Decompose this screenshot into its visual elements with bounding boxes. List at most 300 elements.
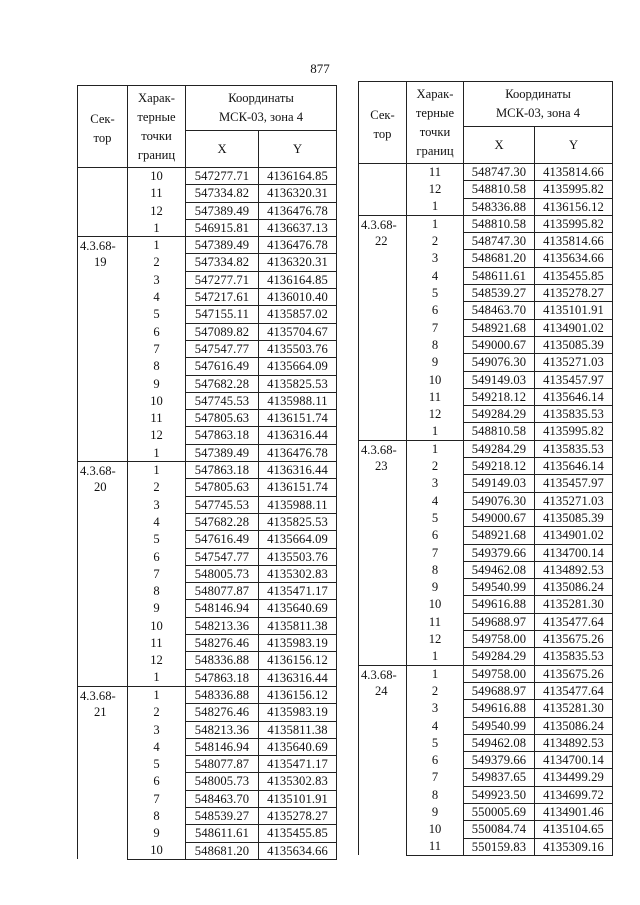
point-number-cell: 10	[407, 596, 464, 613]
sector-cell	[359, 215, 407, 440]
y-coordinate-cell: 4135704.67	[259, 323, 337, 340]
x-coordinate-cell: 547277.71	[186, 168, 259, 185]
y-coordinate-cell: 4136476.78	[259, 202, 337, 219]
header-char-line: Харак-	[138, 90, 175, 105]
header-sector	[78, 86, 128, 168]
sector-label	[361, 442, 406, 475]
y-coordinate-cell: 4135988.11	[259, 496, 337, 513]
x-coordinate-cell: 548146.94	[186, 738, 259, 755]
point-number-cell: 6	[407, 752, 464, 769]
y-coordinate-cell: 4135281.30	[535, 700, 613, 717]
x-coordinate-cell: 547389.49	[186, 444, 259, 461]
table-row	[78, 168, 337, 185]
point-number-cell: 1	[407, 198, 464, 215]
y-coordinate-cell: 4135675.26	[535, 665, 613, 682]
header-characteristic-points	[128, 86, 186, 168]
point-number-cell: 1	[407, 423, 464, 440]
x-coordinate-cell: 549000.67	[464, 336, 535, 353]
x-coordinate-cell: 549616.88	[464, 700, 535, 717]
x-coordinate-cell: 547616.49	[186, 358, 259, 375]
point-number-cell: 1	[128, 444, 186, 461]
x-coordinate-cell: 549837.65	[464, 769, 535, 786]
y-coordinate-cell: 4135634.66	[535, 250, 613, 267]
sector-label-line: 4.3.68-	[361, 217, 397, 232]
x-coordinate-cell: 549218.12	[464, 458, 535, 475]
y-coordinate-cell: 4136476.78	[259, 444, 337, 461]
sector-label-line: 4.3.68-	[80, 688, 116, 703]
x-coordinate-cell: 549379.66	[464, 544, 535, 561]
point-number-cell: 9	[128, 600, 186, 617]
x-coordinate-cell: 549616.88	[464, 596, 535, 613]
y-coordinate-cell: 4135086.24	[535, 579, 613, 596]
y-coordinate-cell: 4135835.53	[535, 406, 613, 423]
header-x: X	[186, 131, 259, 168]
header-coordinates	[464, 82, 613, 127]
y-coordinate-cell: 4135309.16	[535, 838, 613, 855]
x-coordinate-cell: 548213.36	[186, 617, 259, 634]
point-number-cell: 12	[128, 652, 186, 669]
point-number-cell: 7	[407, 769, 464, 786]
y-coordinate-cell: 4135664.09	[259, 531, 337, 548]
header-char-line: терные	[415, 105, 455, 120]
table-row	[78, 462, 337, 479]
x-coordinate-cell: 548463.70	[464, 302, 535, 319]
point-number-cell: 1	[128, 686, 186, 703]
y-coordinate-cell: 4135503.76	[259, 548, 337, 565]
y-coordinate-cell: 4135302.83	[259, 773, 337, 790]
x-coordinate-cell: 548005.73	[186, 565, 259, 582]
point-number-cell: 11	[407, 613, 464, 630]
point-number-cell: 2	[407, 458, 464, 475]
y-coordinate-cell: 4135646.14	[535, 458, 613, 475]
y-coordinate-cell: 4134700.14	[535, 544, 613, 561]
x-coordinate-cell: 550159.83	[464, 838, 535, 855]
x-coordinate-cell: 547805.63	[186, 410, 259, 427]
y-coordinate-cell: 4135811.38	[259, 721, 337, 738]
y-coordinate-cell: 4135104.65	[535, 821, 613, 838]
point-number-cell: 5	[407, 734, 464, 751]
sector-label-line: 24	[375, 683, 388, 698]
header-coord-line: МСК-03, зона 4	[495, 106, 581, 120]
y-coordinate-cell: 4135835.53	[535, 648, 613, 665]
table-row	[359, 440, 613, 457]
x-coordinate-cell: 549923.50	[464, 786, 535, 803]
page-number: 877	[310, 61, 330, 76]
x-coordinate-cell: 549284.29	[464, 648, 535, 665]
x-coordinate-cell: 549076.30	[464, 492, 535, 509]
x-coordinate-cell: 549758.00	[464, 665, 535, 682]
sector-cell	[78, 686, 128, 859]
y-coordinate-cell: 4136164.85	[259, 271, 337, 288]
sector-cell	[359, 440, 407, 665]
y-coordinate-cell: 4136156.12	[259, 686, 337, 703]
point-number-cell: 6	[128, 323, 186, 340]
x-coordinate-cell: 548810.58	[464, 423, 535, 440]
y-coordinate-cell: 4135278.27	[535, 285, 613, 302]
point-number-cell: 8	[407, 786, 464, 803]
y-coordinate-cell: 4135835.53	[535, 440, 613, 457]
y-coordinate-cell: 4135101.91	[535, 302, 613, 319]
header-sector-line: тор	[373, 127, 392, 141]
y-coordinate-cell: 4135302.83	[259, 565, 337, 582]
x-coordinate-cell: 547217.61	[186, 289, 259, 306]
point-number-cell: 10	[128, 168, 186, 185]
x-coordinate-cell: 547616.49	[186, 531, 259, 548]
y-coordinate-cell: 4134901.02	[535, 527, 613, 544]
x-coordinate-cell: 548077.87	[186, 756, 259, 773]
y-coordinate-cell: 4135825.53	[259, 513, 337, 530]
y-coordinate-cell: 4135814.66	[535, 164, 613, 181]
point-number-cell: 5	[128, 756, 186, 773]
y-coordinate-cell: 4136637.13	[259, 219, 337, 236]
point-number-cell: 4	[407, 492, 464, 509]
point-number-cell: 8	[128, 583, 186, 600]
point-number-cell: 9	[128, 825, 186, 842]
sector-label-line: 4.3.68-	[361, 667, 397, 682]
y-coordinate-cell: 4135995.82	[535, 423, 613, 440]
x-coordinate-cell: 548077.87	[186, 583, 259, 600]
y-coordinate-cell: 4135471.17	[259, 583, 337, 600]
y-coordinate-cell: 4135988.11	[259, 392, 337, 409]
x-coordinate-cell: 549540.99	[464, 579, 535, 596]
y-coordinate-cell: 4134892.53	[535, 561, 613, 578]
header-char-line: точки	[419, 124, 451, 139]
point-number-cell: 5	[128, 306, 186, 323]
point-number-cell: 8	[128, 807, 186, 824]
table-row	[359, 215, 613, 232]
y-coordinate-cell: 4136316.44	[259, 669, 337, 686]
sector-label	[80, 238, 127, 271]
header-y: Y	[259, 131, 337, 168]
point-number-cell: 3	[128, 496, 186, 513]
x-coordinate-cell: 548747.30	[464, 164, 535, 181]
point-number-cell: 1	[407, 665, 464, 682]
x-coordinate-cell: 549149.03	[464, 475, 535, 492]
x-coordinate-cell: 548336.88	[186, 686, 259, 703]
header-characteristic-points	[407, 82, 464, 164]
point-number-cell: 5	[407, 285, 464, 302]
x-coordinate-cell: 549284.29	[464, 440, 535, 457]
point-number-cell: 10	[128, 617, 186, 634]
x-coordinate-cell: 549284.29	[464, 406, 535, 423]
point-number-cell: 10	[407, 821, 464, 838]
y-coordinate-cell: 4135457.97	[535, 371, 613, 388]
y-coordinate-cell: 4134699.72	[535, 786, 613, 803]
x-coordinate-cell: 548336.88	[186, 652, 259, 669]
header-coord-line: Координаты	[505, 87, 571, 101]
x-coordinate-cell: 547277.71	[186, 271, 259, 288]
point-number-cell: 7	[407, 544, 464, 561]
y-coordinate-cell: 4134901.46	[535, 803, 613, 820]
y-coordinate-cell: 4136010.40	[259, 289, 337, 306]
point-number-cell: 7	[407, 319, 464, 336]
point-number-cell: 3	[128, 271, 186, 288]
x-coordinate-cell: 549076.30	[464, 354, 535, 371]
table-row	[359, 665, 613, 682]
sector-cell	[78, 237, 128, 462]
point-number-cell: 11	[128, 635, 186, 652]
point-number-cell: 2	[128, 254, 186, 271]
point-number-cell: 6	[407, 302, 464, 319]
y-coordinate-cell: 4135278.27	[259, 807, 337, 824]
point-number-cell: 8	[407, 561, 464, 578]
y-coordinate-cell: 4136151.74	[259, 479, 337, 496]
point-number-cell: 11	[407, 164, 464, 181]
y-coordinate-cell: 4136476.78	[259, 237, 337, 254]
y-coordinate-cell: 4135455.85	[535, 267, 613, 284]
y-coordinate-cell: 4135983.19	[259, 635, 337, 652]
y-coordinate-cell: 4135086.24	[535, 717, 613, 734]
point-number-cell: 6	[128, 773, 186, 790]
sector-label-line: 22	[375, 234, 388, 249]
point-number-cell: 2	[407, 233, 464, 250]
table-row	[359, 164, 613, 181]
x-coordinate-cell: 547389.49	[186, 237, 259, 254]
point-number-cell: 12	[407, 181, 464, 198]
y-coordinate-cell: 4135814.66	[535, 233, 613, 250]
sector-label-line: 20	[94, 480, 107, 495]
x-coordinate-cell: 549000.67	[464, 509, 535, 526]
x-coordinate-cell: 548463.70	[186, 790, 259, 807]
sector-label	[361, 217, 406, 250]
point-number-cell: 9	[407, 579, 464, 596]
sector-label-line: 19	[94, 255, 107, 270]
y-coordinate-cell: 4136316.44	[259, 462, 337, 479]
header-sector	[359, 82, 407, 164]
x-coordinate-cell: 547682.28	[186, 375, 259, 392]
point-number-cell: 12	[407, 406, 464, 423]
x-coordinate-cell: 547547.77	[186, 340, 259, 357]
point-number-cell: 2	[128, 704, 186, 721]
y-coordinate-cell: 4135471.17	[259, 756, 337, 773]
sector-label-line: 23	[375, 459, 388, 474]
point-number-cell: 10	[128, 842, 186, 859]
y-coordinate-cell: 4135101.91	[259, 790, 337, 807]
point-number-cell: 5	[407, 509, 464, 526]
header-char-line: терные	[137, 109, 176, 124]
x-coordinate-cell: 547863.18	[186, 669, 259, 686]
x-coordinate-cell: 547863.18	[186, 462, 259, 479]
header-char-line: границ	[137, 147, 176, 162]
y-coordinate-cell: 4135634.66	[259, 842, 337, 859]
y-coordinate-cell: 4135085.39	[535, 336, 613, 353]
x-coordinate-cell: 548681.20	[186, 842, 259, 859]
y-coordinate-cell: 4136316.44	[259, 427, 337, 444]
y-coordinate-cell: 4135503.76	[259, 340, 337, 357]
header-sector-line: тор	[93, 131, 112, 145]
point-number-cell: 10	[128, 392, 186, 409]
table-row	[78, 237, 337, 254]
point-number-cell: 2	[407, 682, 464, 699]
x-coordinate-cell: 550005.69	[464, 803, 535, 820]
y-coordinate-cell: 4136156.12	[535, 198, 613, 215]
x-coordinate-cell: 546915.81	[186, 219, 259, 236]
header-coordinates	[186, 86, 337, 131]
x-coordinate-cell: 548921.68	[464, 319, 535, 336]
y-coordinate-cell: 4135646.14	[535, 388, 613, 405]
header-x: X	[464, 127, 535, 164]
y-coordinate-cell: 4135825.53	[259, 375, 337, 392]
sector-label-line: 21	[94, 705, 107, 720]
x-coordinate-cell: 549688.97	[464, 613, 535, 630]
x-coordinate-cell: 548146.94	[186, 600, 259, 617]
x-coordinate-cell: 549688.97	[464, 682, 535, 699]
x-coordinate-cell: 547389.49	[186, 202, 259, 219]
y-coordinate-cell: 4134499.29	[535, 769, 613, 786]
header-y: Y	[535, 127, 613, 164]
point-number-cell: 4	[407, 267, 464, 284]
x-coordinate-cell: 547334.82	[186, 185, 259, 202]
x-coordinate-cell: 549540.99	[464, 717, 535, 734]
sector-label	[80, 688, 127, 721]
y-coordinate-cell: 4134901.02	[535, 319, 613, 336]
header-coord-line: Координаты	[228, 91, 294, 105]
x-coordinate-cell: 548213.36	[186, 721, 259, 738]
y-coordinate-cell: 4136320.31	[259, 254, 337, 271]
y-coordinate-cell: 4135995.82	[535, 181, 613, 198]
y-coordinate-cell: 4135995.82	[535, 215, 613, 232]
sector-label	[361, 667, 406, 700]
y-coordinate-cell: 4135085.39	[535, 509, 613, 526]
point-number-cell: 12	[128, 202, 186, 219]
point-number-cell: 6	[128, 548, 186, 565]
table-row	[78, 686, 337, 703]
x-coordinate-cell: 548681.20	[464, 250, 535, 267]
x-coordinate-cell: 548005.73	[186, 773, 259, 790]
x-coordinate-cell: 547547.77	[186, 548, 259, 565]
sector-cell	[78, 462, 128, 687]
point-number-cell: 10	[407, 371, 464, 388]
point-number-cell: 7	[128, 340, 186, 357]
x-coordinate-cell: 549462.08	[464, 734, 535, 751]
y-coordinate-cell: 4135271.03	[535, 354, 613, 371]
y-coordinate-cell: 4134700.14	[535, 752, 613, 769]
point-number-cell: 12	[407, 631, 464, 648]
point-number-cell: 11	[128, 185, 186, 202]
point-number-cell: 7	[128, 565, 186, 582]
x-coordinate-cell: 548336.88	[464, 198, 535, 215]
y-coordinate-cell: 4135811.38	[259, 617, 337, 634]
y-coordinate-cell: 4135457.97	[535, 475, 613, 492]
sector-cell	[359, 164, 407, 216]
y-coordinate-cell: 4135983.19	[259, 704, 337, 721]
header-sector-line: Сек-	[370, 108, 395, 122]
header-sector-line: Сек-	[90, 112, 115, 126]
y-coordinate-cell: 4134892.53	[535, 734, 613, 751]
point-number-cell: 11	[128, 410, 186, 427]
x-coordinate-cell: 549379.66	[464, 752, 535, 769]
y-coordinate-cell: 4135640.69	[259, 600, 337, 617]
point-number-cell: 3	[407, 700, 464, 717]
x-coordinate-cell: 547089.82	[186, 323, 259, 340]
x-coordinate-cell: 547745.53	[186, 392, 259, 409]
x-coordinate-cell: 548611.61	[186, 825, 259, 842]
y-coordinate-cell: 4135281.30	[535, 596, 613, 613]
y-coordinate-cell: 4136320.31	[259, 185, 337, 202]
sector-cell	[78, 168, 128, 237]
sector-label-line: 4.3.68-	[80, 464, 116, 479]
point-number-cell: 4	[128, 738, 186, 755]
point-number-cell: 1	[128, 462, 186, 479]
x-coordinate-cell: 548810.58	[464, 181, 535, 198]
x-coordinate-cell: 549218.12	[464, 388, 535, 405]
point-number-cell: 5	[128, 531, 186, 548]
x-coordinate-cell: 547805.63	[186, 479, 259, 496]
point-number-cell: 1	[128, 669, 186, 686]
x-coordinate-cell: 548276.46	[186, 635, 259, 652]
x-coordinate-cell: 548921.68	[464, 527, 535, 544]
x-coordinate-cell: 548276.46	[186, 704, 259, 721]
point-number-cell: 6	[407, 527, 464, 544]
point-number-cell: 9	[407, 354, 464, 371]
x-coordinate-cell: 549149.03	[464, 371, 535, 388]
point-number-cell: 3	[407, 475, 464, 492]
y-coordinate-cell: 4135675.26	[535, 631, 613, 648]
point-number-cell: 1	[407, 440, 464, 457]
y-coordinate-cell: 4135455.85	[259, 825, 337, 842]
point-number-cell: 9	[128, 375, 186, 392]
sector-label-line: 4.3.68-	[361, 442, 397, 457]
point-number-cell: 3	[128, 721, 186, 738]
x-coordinate-cell: 547745.53	[186, 496, 259, 513]
x-coordinate-cell: 548539.27	[186, 807, 259, 824]
y-coordinate-cell: 4135640.69	[259, 738, 337, 755]
point-number-cell: 4	[128, 289, 186, 306]
header-char-line: границ	[416, 143, 454, 158]
y-coordinate-cell: 4136151.74	[259, 410, 337, 427]
x-coordinate-cell: 550084.74	[464, 821, 535, 838]
point-number-cell: 11	[407, 388, 464, 405]
x-coordinate-cell: 547863.18	[186, 427, 259, 444]
x-coordinate-cell: 548539.27	[464, 285, 535, 302]
y-coordinate-cell: 4135271.03	[535, 492, 613, 509]
point-number-cell: 1	[128, 237, 186, 254]
point-number-cell: 11	[407, 838, 464, 855]
header-coord-line: МСК-03, зона 4	[218, 110, 304, 124]
point-number-cell: 9	[407, 803, 464, 820]
y-coordinate-cell: 4136156.12	[259, 652, 337, 669]
point-number-cell: 2	[128, 479, 186, 496]
sector-label-line: 4.3.68-	[80, 239, 116, 254]
point-number-cell: 12	[128, 427, 186, 444]
point-number-cell: 7	[128, 790, 186, 807]
sector-cell	[359, 665, 407, 855]
point-number-cell: 3	[407, 250, 464, 267]
y-coordinate-cell: 4135477.64	[535, 613, 613, 630]
x-coordinate-cell: 547334.82	[186, 254, 259, 271]
x-coordinate-cell: 549758.00	[464, 631, 535, 648]
point-number-cell: 8	[128, 358, 186, 375]
sector-label	[80, 463, 127, 496]
x-coordinate-cell: 547155.11	[186, 306, 259, 323]
x-coordinate-cell: 548747.30	[464, 233, 535, 250]
x-coordinate-cell: 549462.08	[464, 561, 535, 578]
y-coordinate-cell: 4135857.02	[259, 306, 337, 323]
header-char-line: точки	[141, 128, 172, 143]
header-char-line: Харак-	[416, 86, 454, 101]
coordinates-table-left	[77, 85, 337, 860]
point-number-cell: 4	[407, 717, 464, 734]
coordinates-table-right	[358, 81, 613, 856]
point-number-cell: 4	[128, 513, 186, 530]
y-coordinate-cell: 4135664.09	[259, 358, 337, 375]
y-coordinate-cell: 4136164.85	[259, 168, 337, 185]
x-coordinate-cell: 548810.58	[464, 215, 535, 232]
point-number-cell: 1	[128, 219, 186, 236]
x-coordinate-cell: 548611.61	[464, 267, 535, 284]
x-coordinate-cell: 547682.28	[186, 513, 259, 530]
point-number-cell: 1	[407, 648, 464, 665]
